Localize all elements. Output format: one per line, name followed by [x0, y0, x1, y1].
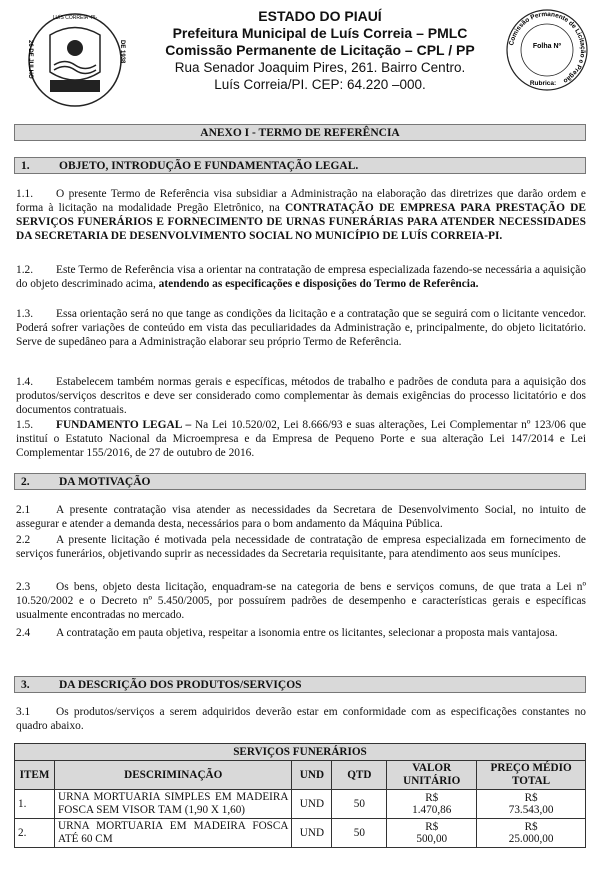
annex-title-bar	[14, 124, 586, 141]
col-header-unit-value: VALOR UNITÁRIO	[387, 761, 477, 790]
table-row	[15, 790, 586, 819]
paragraph-bold-text: atendendo as especificações e disposições do Termo de Referência.	[158, 278, 479, 291]
col-header-item: ITEM	[15, 761, 55, 790]
emblem-left-text: 26 DE JULHO	[27, 40, 33, 79]
cell-unit-value	[387, 790, 477, 819]
paragraph-text: A presente contratação visa atender as necessidades da Secretara de Desenvolvimento Social, no intuito de assegurar e atender a demanda desta, necessários para o bom andamento da Máquina Pública.	[16, 504, 586, 531]
prefecture-name: Prefeitura Municipal de Luís Correia – PMLC	[172, 25, 468, 41]
state-name: ESTADO DO PIAUÍ	[258, 8, 382, 24]
annex-title: ANEXO I - TERMO DE REFERÊNCIA	[200, 127, 400, 139]
paragraph-number: 1.5.	[16, 419, 34, 431]
paragraph-2-3	[16, 580, 586, 622]
paragraph-number: 3.1	[16, 706, 31, 718]
table-caption: SERVIÇOS FUNERÁRIOS	[15, 744, 586, 761]
amount: 1.470,86	[412, 804, 452, 816]
paragraph-2-1	[16, 503, 586, 531]
paragraph-bold-text: FUNDAMENTO LEGAL –	[56, 419, 192, 431]
section-title: DA DESCRIÇÃO DOS PRODUTOS/SERVIÇOS	[59, 679, 302, 691]
stamp-folha: Folha Nº	[532, 43, 562, 50]
paragraph-text: Estabelecem também normas gerais e específicas, métodos de trabalho e padrões de conduta para a aquisição dos produtos/serviços descritos e deve ser considerado como complementar às demais exigências do processo licitatório e dos documentos contratuais.	[16, 376, 586, 417]
emblem-right-text: DE 1938	[119, 40, 125, 64]
stamp-ring-text: Comissão Permanente de Licitação e Pregão	[508, 10, 587, 85]
stamp-rubrica: Rubrica:	[529, 80, 557, 87]
amount: 25.000,00	[508, 833, 554, 845]
paragraph-number: 1.2.	[16, 264, 34, 276]
city-cep-line: Luís Correia/PI. CEP: 64.220 –000.	[214, 77, 426, 92]
cell-item: 1.	[15, 790, 55, 819]
col-header-description: DESCRIMINAÇÃO	[54, 761, 291, 790]
cell-total	[477, 819, 586, 848]
table-row	[15, 819, 586, 848]
currency-symbol: R$	[524, 821, 538, 833]
paragraph-text: O presente Termo de Referência visa subsidiar a Administração na elaboração das diretrizes que darão ordem e forma à licitação na modalidade Pregão Eletrônico, na	[16, 188, 586, 215]
cell-quantity: 50	[332, 790, 387, 819]
paragraph-number: 2.1	[16, 504, 31, 516]
col-header-quantity: QTD	[332, 761, 387, 790]
currency-symbol: R$	[425, 792, 439, 804]
cell-description: URNA MORTUARIA EM MADEIRA FOSCA ATÉ 60 CM	[54, 819, 291, 848]
cell-unit: UND	[292, 790, 332, 819]
paragraph-text: A presente licitação é motivada pela necessidade de contratação de empresa especializada em fornecimento de serviços funerários, objetivando suprir as necessidades da Secretaria requisitante, para atendimento aos seus munícipes.	[16, 534, 586, 561]
paragraph-text: Os bens, objeto desta licitação, enquadram-se na categoria de bens e serviços comuns, de que trata a Lei nº 10.520/2002 e o Decreto nº 5.450/2005, por possuírem padrões de desempenho e características gerais e específicas usualmente encontradas no mercado.	[16, 581, 586, 622]
col-header-unit: UND	[292, 761, 332, 790]
paragraph-3-1	[16, 705, 586, 733]
paragraph-2-2	[16, 533, 586, 561]
paragraph-number: 2.2	[16, 534, 31, 546]
paragraph-1-1	[16, 187, 586, 243]
paragraph-text: Essa orientação será no que tange as condições da licitação e a contratação que se seguirá com o licitante vencedor. Poderá sofrer variações de conteúdo em vista das peculiaridades da Administração e, principalmente, do objeto licitatório. Serve de supedâneo para a Administração elaborar seu próprio Termo de Referência.	[16, 308, 586, 349]
cell-unit: UND	[292, 819, 332, 848]
paragraph-number: 2.3	[16, 581, 31, 593]
section-2-bar	[14, 473, 586, 490]
section-1-bar	[14, 157, 586, 174]
municipal-emblem-icon	[20, 10, 130, 110]
section-title: DA MOTIVAÇÃO	[59, 476, 151, 488]
paragraph-number: 1.1.	[16, 188, 34, 200]
address-line: Rua Senador Joaquim Pires, 261. Bairro Centro.	[174, 60, 466, 75]
paragraph-text: Este Termo de Referência visa a orientar na contratação de empresa especializada fazendo-se necessária a aquisição do objeto descriminado acima,	[16, 264, 586, 291]
cell-unit-value	[387, 819, 477, 848]
paragraph-number: 1.4.	[16, 376, 34, 388]
paragraph-number: 2.4	[16, 627, 31, 639]
table-header-row	[15, 761, 586, 790]
cell-item: 2.	[15, 819, 55, 848]
col-header-average-total: PREÇO MÉDIO TOTAL	[477, 761, 586, 790]
currency-symbol: R$	[425, 821, 439, 833]
paragraph-text: A contratação em pauta objetiva, respeitar a isonomia entre os licitantes, selecionar a proposta mais vantajosa.	[56, 627, 558, 639]
section-number: 2.	[21, 476, 30, 488]
currency-symbol: R$	[524, 792, 538, 804]
paragraph-bold-text: CONTRATAÇÃO DE EMPRESA PARA PRESTAÇÃO DE SERVIÇOS FUNERÁRIOS E FORNECIMENTO DE URNAS FUNERÁRIAS PARA ATENDER NECESSIDADES DA SECRETARIA DE DESENVOLVIMENTO SOCIAL NO MUNICÍPIO DE LUÍS CORREIA-PI.	[16, 202, 587, 243]
section-title: OBJETO, INTRODUÇÃO E FUNDAMENTAÇÃO LEGAL.	[59, 160, 359, 172]
paragraph-1-4	[16, 375, 586, 417]
section-number: 3.	[21, 679, 30, 691]
paragraph-1-5	[16, 418, 586, 460]
cell-description: URNA MORTUARIA SIMPLES EM MADEIRA FOSCA SEM VISOR TAM (1,90 X 1,60)	[54, 790, 291, 819]
commission-name: Comissão Permanente de Licitação – CPL / PP	[165, 42, 475, 58]
section-3-bar	[14, 676, 586, 693]
paragraph-2-4	[16, 626, 586, 640]
letterhead	[0, 0, 600, 118]
paragraph-1-3	[16, 307, 586, 349]
amount: 500,00	[416, 833, 448, 845]
amount: 73.543,00	[508, 804, 554, 816]
section-number: 1.	[21, 160, 30, 172]
paragraph-1-2	[16, 263, 586, 291]
cell-total	[477, 790, 586, 819]
paragraph-text: Na Lei 10.520/02, Lei 8.666/93 e suas alterações, Lei Complementar nº 123/06 que instituí o Estatuto Nacional da Microempresa e da Empresa de Pequeno Porte e sua alteração Lei 147/2014 e Lei Complementar 155/2016, de 27 de outubro de 2016.	[16, 419, 587, 460]
paragraph-number: 1.3.	[16, 308, 34, 320]
paragraph-text: Os produtos/serviços a serem adquiridos deverão estar em conformidade com as especificações constantes no quadro abaixo.	[16, 706, 586, 733]
services-table	[14, 743, 586, 848]
emblem-top-text: LUÍS CORREIA -PI-	[52, 15, 98, 21]
commission-stamp-icon	[505, 8, 589, 92]
cell-quantity: 50	[332, 819, 387, 848]
